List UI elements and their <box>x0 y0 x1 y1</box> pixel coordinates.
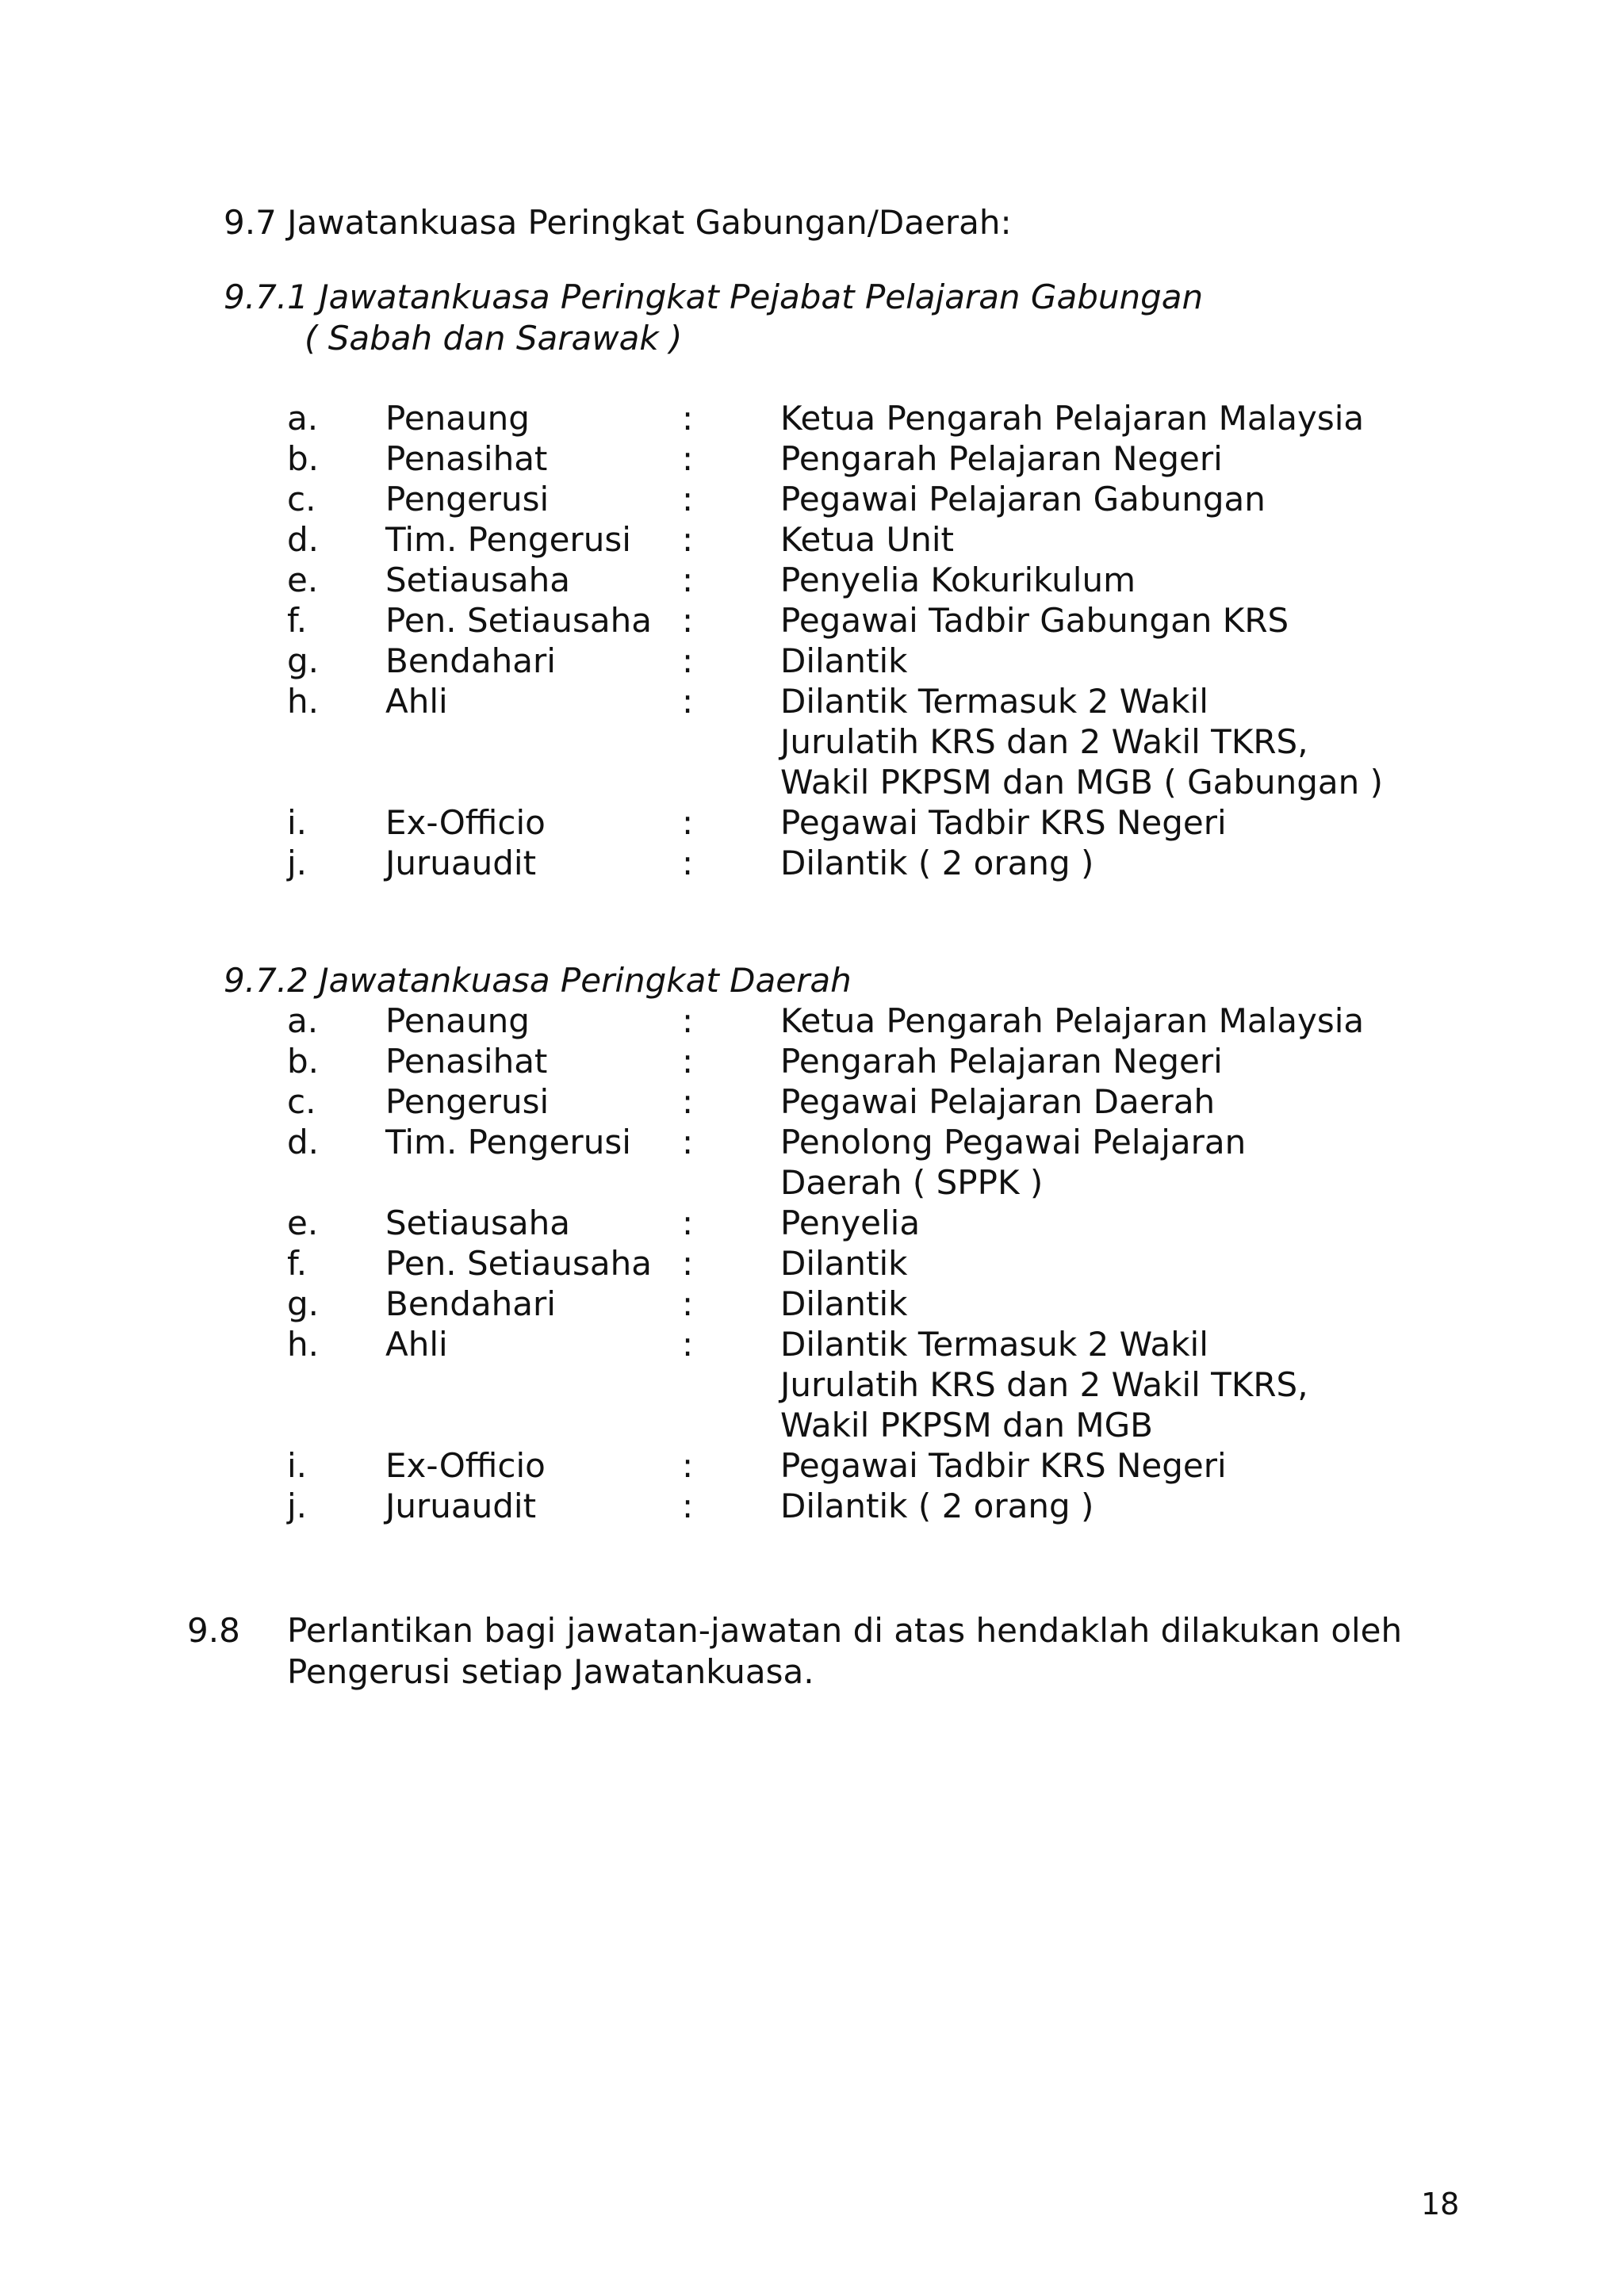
row-letter: a. <box>287 399 319 438</box>
table-row <box>287 1284 1397 1324</box>
row-role: Juruaudit <box>385 1487 537 1525</box>
row-colon: : <box>682 803 694 842</box>
row-value-continuation: Jurulatih KRS dan 2 Wakil TKRS, <box>780 1365 1308 1404</box>
row-role: Pen. Setiausaha <box>385 601 652 640</box>
table-row <box>287 681 1397 721</box>
row-role: Setiausaha <box>385 1203 570 1242</box>
row-letter: j. <box>287 844 308 882</box>
row-colon: : <box>682 1203 694 1242</box>
row-letter: b. <box>287 1042 320 1081</box>
row-letter: b. <box>287 439 320 478</box>
row-role: Penaung <box>385 399 530 438</box>
subsection-subtitle-9-7-1: ( Sabah dan Sarawak ) <box>304 319 683 358</box>
table-row <box>287 1445 1397 1486</box>
row-letter: g. <box>287 641 320 680</box>
row-value-continuation: Daerah ( SPPK ) <box>780 1163 1044 1202</box>
row-value-continuation: Wakil PKPSM dan MGB ( Gabungan ) <box>780 763 1384 802</box>
subsection-title-9-7-1: 9.7.1 Jawatankuasa Peringkat Pejabat Pelajaran Gabungan <box>224 277 1204 316</box>
row-colon: : <box>682 1001 694 1040</box>
row-value: Pengarah Pelajaran Negeri <box>780 439 1223 478</box>
row-value: Dilantik <box>780 1284 908 1323</box>
section-heading-9-7: 9.7 Jawatankuasa Peringkat Gabungan/Daerah: <box>224 203 1012 242</box>
row-letter: c. <box>287 1082 316 1121</box>
row-colon: : <box>682 520 694 559</box>
row-letter: i. <box>287 803 308 842</box>
row-value: Penyelia Kokurikulum <box>780 561 1136 599</box>
table-row <box>287 438 1397 479</box>
row-letter: h. <box>287 682 319 721</box>
row-letter: f. <box>287 1244 308 1283</box>
page-number: 18 <box>1421 2187 1460 2221</box>
row-role: Setiausaha <box>385 561 570 599</box>
row-value-continuation: Jurulatih KRS dan 2 Wakil TKRS, <box>780 722 1308 761</box>
row-value: Pegawai Tadbir KRS Negeri <box>780 803 1227 842</box>
row-role: Pengerusi <box>385 1082 550 1121</box>
subsection-title-9-7-2: 9.7.2 Jawatankuasa Peringkat Daerah <box>224 961 852 1000</box>
row-value: Dilantik ( 2 orang ) <box>780 1487 1094 1525</box>
row-letter: e. <box>287 1203 319 1242</box>
row-value: Pegawai Tadbir Gabungan KRS <box>780 601 1289 640</box>
row-value: Pegawai Pelajaran Daerah <box>780 1082 1216 1121</box>
row-value: Pengarah Pelajaran Negeri <box>780 1042 1223 1081</box>
table-row <box>287 843 1397 883</box>
row-letter: d. <box>287 1123 320 1161</box>
row-role: Bendahari <box>385 641 556 680</box>
row-colon: : <box>682 399 694 438</box>
row-letter: g. <box>287 1284 320 1323</box>
row-role: Penasihat <box>385 439 548 478</box>
row-colon: : <box>682 1284 694 1323</box>
row-value: Ketua Unit <box>780 520 954 559</box>
row-value: Pegawai Pelajaran Gabungan <box>780 480 1266 519</box>
table-row <box>287 802 1397 843</box>
row-value: Dilantik Termasuk 2 Wakil <box>780 1325 1208 1364</box>
section-text-9-8-line1: Perlantikan bagi jawatan-jawatan di atas hendaklah dilakukan oleh <box>287 1611 1403 1650</box>
row-role: Pen. Setiausaha <box>385 1244 652 1283</box>
row-role: Pengerusi <box>385 480 550 519</box>
row-colon: : <box>682 1446 694 1485</box>
section-text-9-8-line2: Pengerusi setiap Jawatankuasa. <box>287 1652 814 1691</box>
row-role: Ahli <box>385 682 448 721</box>
table-row <box>287 1486 1397 1526</box>
row-colon: : <box>682 1123 694 1161</box>
row-role: Bendahari <box>385 1284 556 1323</box>
table-row <box>287 479 1397 519</box>
row-role: Tim. Pengerusi <box>385 1123 631 1161</box>
table-row <box>287 1001 1397 1041</box>
table-row <box>287 398 1397 438</box>
row-colon: : <box>682 1082 694 1121</box>
row-letter: a. <box>287 1001 319 1040</box>
row-value: Dilantik Termasuk 2 Wakil <box>780 682 1208 721</box>
row-colon: : <box>682 1325 694 1364</box>
table-row <box>287 1041 1397 1081</box>
row-role: Penasihat <box>385 1042 548 1081</box>
table-row <box>287 600 1397 641</box>
row-value: Ketua Pengarah Pelajaran Malaysia <box>780 1001 1365 1040</box>
row-letter: e. <box>287 561 319 599</box>
row-value: Pegawai Tadbir KRS Negeri <box>780 1446 1227 1485</box>
row-colon: : <box>682 1487 694 1525</box>
row-letter: h. <box>287 1325 319 1364</box>
row-letter: c. <box>287 480 316 519</box>
row-value-continuation: Wakil PKPSM dan MGB <box>780 1406 1153 1445</box>
row-role: Ahli <box>385 1325 448 1364</box>
row-role: Ex-Officio <box>385 1446 546 1485</box>
row-letter: j. <box>287 1487 308 1525</box>
table-row <box>287 1324 1397 1364</box>
row-value: Ketua Pengarah Pelajaran Malaysia <box>780 399 1365 438</box>
row-role: Penaung <box>385 1001 530 1040</box>
row-colon: : <box>682 641 694 680</box>
table-row <box>287 1122 1397 1162</box>
row-letter: d. <box>287 520 320 559</box>
row-colon: : <box>682 439 694 478</box>
row-role: Juruaudit <box>385 844 537 882</box>
row-colon: : <box>682 682 694 721</box>
row-value: Dilantik <box>780 1244 908 1283</box>
row-letter: f. <box>287 601 308 640</box>
row-colon: : <box>682 601 694 640</box>
row-colon: : <box>682 561 694 599</box>
table-row <box>287 1081 1397 1122</box>
row-value: Penolong Pegawai Pelajaran <box>780 1123 1247 1161</box>
section-number-9-8: 9.8 <box>187 1611 240 1650</box>
row-role: Tim. Pengerusi <box>385 520 631 559</box>
row-letter: i. <box>287 1446 308 1485</box>
row-value: Dilantik ( 2 orang ) <box>780 844 1094 882</box>
row-value: Penyelia <box>780 1203 921 1242</box>
table-row <box>287 641 1397 681</box>
table-row <box>287 1243 1397 1284</box>
row-colon: : <box>682 1042 694 1081</box>
table-row <box>287 1203 1397 1243</box>
row-value: Dilantik <box>780 641 908 680</box>
row-colon: : <box>682 1244 694 1283</box>
row-colon: : <box>682 844 694 882</box>
row-role: Ex-Officio <box>385 803 546 842</box>
row-colon: : <box>682 480 694 519</box>
table-row <box>287 560 1397 600</box>
table-row <box>287 519 1397 560</box>
